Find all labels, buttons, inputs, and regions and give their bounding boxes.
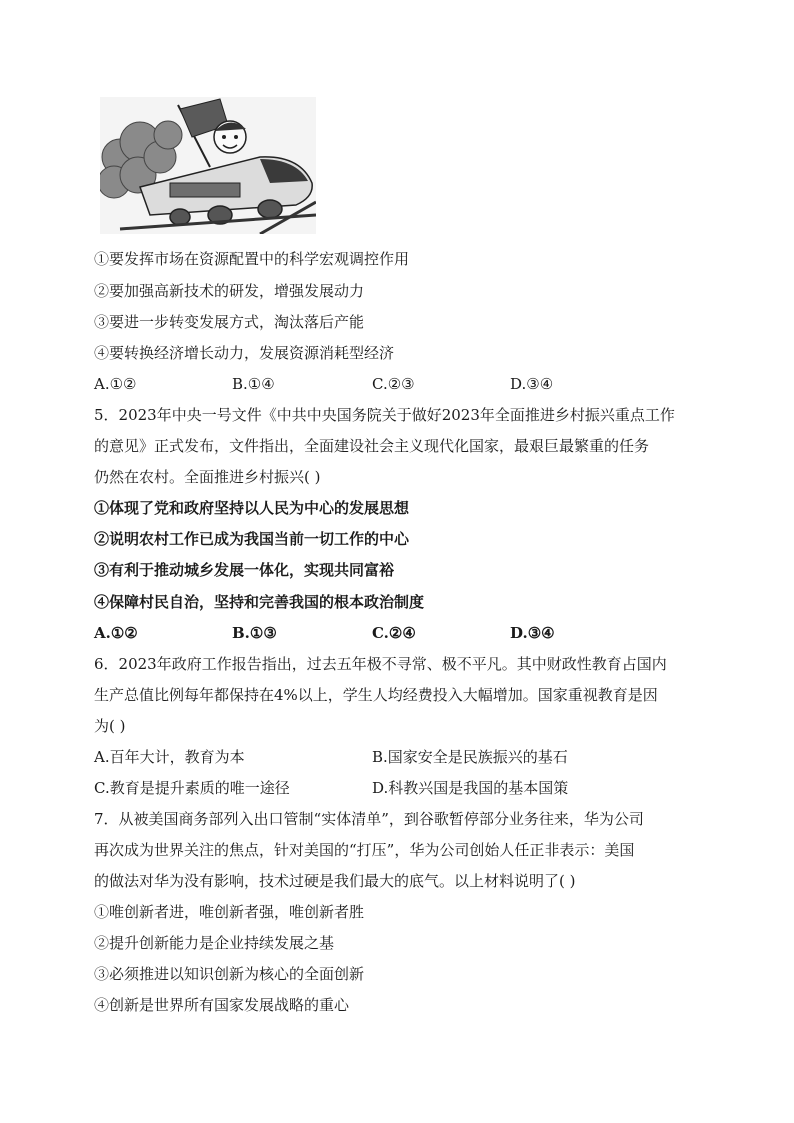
q4-option-d[interactable]: D.③④	[510, 375, 554, 393]
q7-statement-3: ③必须推进以知识创新为核心的全面创新	[94, 965, 365, 983]
q5-statement-3: ③有利于推动城乡发展一体化，实现共同富裕	[94, 561, 395, 579]
q6-stem-line-2: 生产总值比例每年都保持在4%以上，学生人均经费投入大幅增加。国家重视教育是因	[94, 686, 658, 704]
q7-statement-4: ④创新是世界所有国家发展战略的重心	[94, 996, 350, 1014]
q7-stem-line-3: 的做法对华为没有影响，技术过硬是我们最大的底气。以上材料说明了( )	[94, 872, 576, 890]
q4-option-a[interactable]: A.①②	[94, 375, 137, 393]
q6-stem-line-3: 为( )	[94, 717, 126, 735]
q6-option-d[interactable]: D.科教兴国是我国的基本国策	[372, 779, 569, 797]
q5-statement-1: ①体现了党和政府坚持以人民为中心的发展思想	[94, 499, 410, 517]
q4-statement-2: ②要加强高新技术的研发，增强发展动力	[94, 282, 365, 300]
q6-stem-line-1: 6．2023年政府工作报告指出，过去五年极不寻常、极不平凡。其中财政性教育占国内	[94, 655, 667, 673]
q4-statement-4: ④要转换经济增长动力，发展资源消耗型经济	[94, 344, 395, 362]
q6-options-row-2	[94, 778, 714, 798]
q4-options	[94, 374, 714, 394]
q5-statement-2: ②说明农村工作已成为我国当前一切工作的中心	[94, 530, 410, 548]
q4-option-b[interactable]: B.①④	[232, 375, 275, 393]
q5-stem-line-3: 仍然在农村。全面推进乡村振兴( )	[94, 468, 321, 486]
q5-option-c[interactable]: C.②④	[372, 624, 416, 642]
q6-option-c[interactable]: C.教育是提升素质的唯一途径	[94, 779, 290, 797]
q5-stem-line-1: 5．2023年中央一号文件《中共中央国务院关于做好2023年全面推进乡村振兴重点工作	[94, 406, 675, 424]
q7-statement-2: ②提升创新能力是企业持续发展之基	[94, 934, 335, 952]
q5-stem-line-2: 的意见》正式发布，文件指出，全面建设社会主义现代化国家，最艰巨最繁重的任务	[94, 437, 650, 455]
q5-option-a[interactable]: A.①②	[94, 624, 138, 642]
q5-statement-4: ④保障村民自治，坚持和完善我国的根本政治制度	[94, 593, 425, 611]
q5-options	[94, 623, 714, 643]
q7-stem-line-2: 再次成为世界关注的焦点，针对美国的“打压”，华为公司创始人任正非表示：美国	[94, 841, 635, 859]
q6-option-a[interactable]: A.百年大计，教育为本	[94, 748, 245, 766]
q5-option-d[interactable]: D.③④	[510, 624, 555, 642]
q4-statement-3: ③要进一步转变发展方式，淘汰落后产能	[94, 313, 365, 331]
q6-option-b[interactable]: B.国家安全是民族振兴的基石	[372, 748, 568, 766]
q7-stem-line-1: 7．从被美国商务部列入出口管制“实体清单”，到谷歌暂停部分业务往来，华为公司	[94, 810, 644, 828]
q6-options-row-1	[94, 747, 714, 767]
train-cartoon-illustration	[100, 97, 316, 234]
q4-statement-1: ①要发挥市场在资源配置中的科学宏观调控作用	[94, 250, 410, 268]
q4-option-c[interactable]: C.②③	[372, 375, 415, 393]
q7-statement-1: ①唯创新者进，唯创新者强，唯创新者胜	[94, 903, 365, 921]
q5-option-b[interactable]: B.①③	[232, 624, 277, 642]
